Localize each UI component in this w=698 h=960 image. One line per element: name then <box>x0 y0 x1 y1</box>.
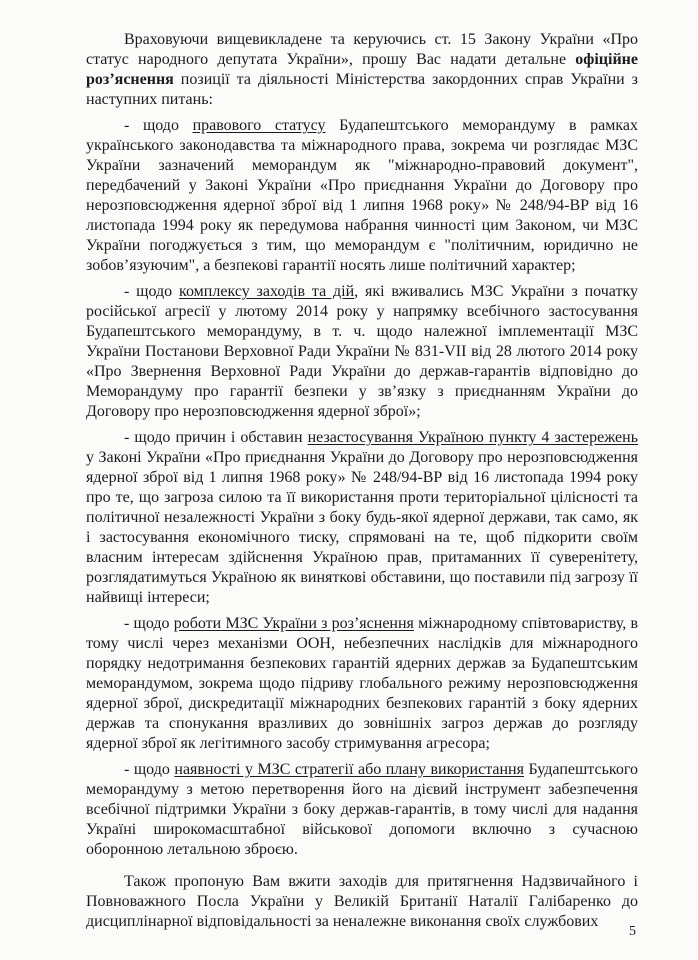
item-prefix: - щодо <box>124 283 180 300</box>
item-prefix: - щодо <box>124 761 175 778</box>
item-text: Будапештського меморандуму в рамках українського законодавства та міжнародного права, зокрема чи розглядає МЗС України зазначений меморандум як "міжнародно-правовий документ", передбачений у Законі України «Про приєднання України до Договору про нерозповсюдження ядерної зброї від 1 липня 1968 року» № 248/94-ВР від 16 листопада 1994 року як передумова набрання чинності цим Законом, чи МЗС України погоджується з тим, що меморандум є "політичним, юридично не зобов’язуючим", а безпекові гарантії носять лише політичний характер; <box>86 117 638 274</box>
page-number: 5 <box>629 924 636 939</box>
intro-text-2: позиції та діяльності Міністерства закордонних справ України з наступних питань: <box>86 71 638 108</box>
intro-bold-phrase: офіційне роз’яснення <box>86 51 638 88</box>
item-prefix: - щодо <box>124 117 193 134</box>
list-item <box>86 428 638 608</box>
intro-text-1: Враховуючи вищевикладене та керуючись ст. 15 Закону України «Про статус народного депутата України», прошу Вас надати детальне <box>86 31 638 68</box>
item-prefix: - щодо <box>124 615 174 632</box>
item-prefix: - щодо причин і обставин <box>124 429 308 446</box>
list-item <box>86 760 638 860</box>
item-underlined-topic: комплексу заходів та дій <box>179 283 355 300</box>
closing-paragraph: Також пропоную Вам вжити заходів для притягнення Надзвичайного і Повноважного Посла України у Великій Британії Наталії Галібаренко до дисциплінарної відповідальності за неналежне виконання своїх службових <box>86 873 638 930</box>
item-underlined-topic: правового статусу <box>192 117 326 134</box>
list-item <box>86 116 638 276</box>
item-text: міжнародному співтовариству, в тому числі через механізми ООН, небезпечних наслідків для міжнародного порядку недотримання безпекових гарантій ядерних держав за Будапештським меморандумом, зокрема щодо підриву глобального режиму нерозповсюдження ядерної зброї, дискредитації міжнародних безпекових гарантій з боку ядерних держав та спонукання вразливих до зовнішніх загроз держав до розгляду ядерної зброї як легітимного засобу стримування агресора; <box>86 615 639 752</box>
list-item <box>86 614 638 754</box>
item-underlined-topic: незастосування Україною пункту 4 застережень <box>307 429 638 446</box>
intro-paragraph <box>86 30 638 110</box>
item-underlined-topic: роботи МЗС України з роз’яснення <box>173 615 414 632</box>
item-underlined-topic: наявності у МЗС стратегії або плану використання <box>174 761 524 778</box>
item-text: Будапештського меморандуму з метою перетворення його на дієвий інструмент забезпечення всебічної підтримки України з боку держав-гарантів, в тому числі для надання Україні широкомасштабної військової допомоги включно з сучасною оборонною летальною зброєю. <box>86 761 639 858</box>
item-text: , які вживались МЗС України з початку російської агресії у лютому 2014 року у напрямку всебічного застосування Будапештського меморандуму, в т. ч. щодо належної імплементації МЗС України Постанови Верховної Ради України № 831-VII від 28 лютого 2014 року «Про Звернення Верховної Ради України до держав-гарантів відповідно до Меморандуму про гарантії безпеки у зв’язку з приєднанням України до Договору про нерозповсюдження ядерної зброї»; <box>86 283 639 420</box>
item-text: у Законі України «Про приєднання України до Договору про нерозповсюдження ядерної зброї від 1 липня 1968 року» № 248/94-ВР від 16 листопада 1994 року про те, що загроза силою та її використання проти територіальної цілісності та політичної незалежності України з боку будь-якої ядерної держави, так само, як і застосування економічного тиску, спрямовані на те, щоб підкорити своїм власним інтересам здійснення Україною прав, притаманних її суверенітету, розглядатимуться Україною як виняткові обставини, що поставили під загрозу її найвищі інтереси; <box>86 449 638 606</box>
list-item <box>86 282 638 422</box>
